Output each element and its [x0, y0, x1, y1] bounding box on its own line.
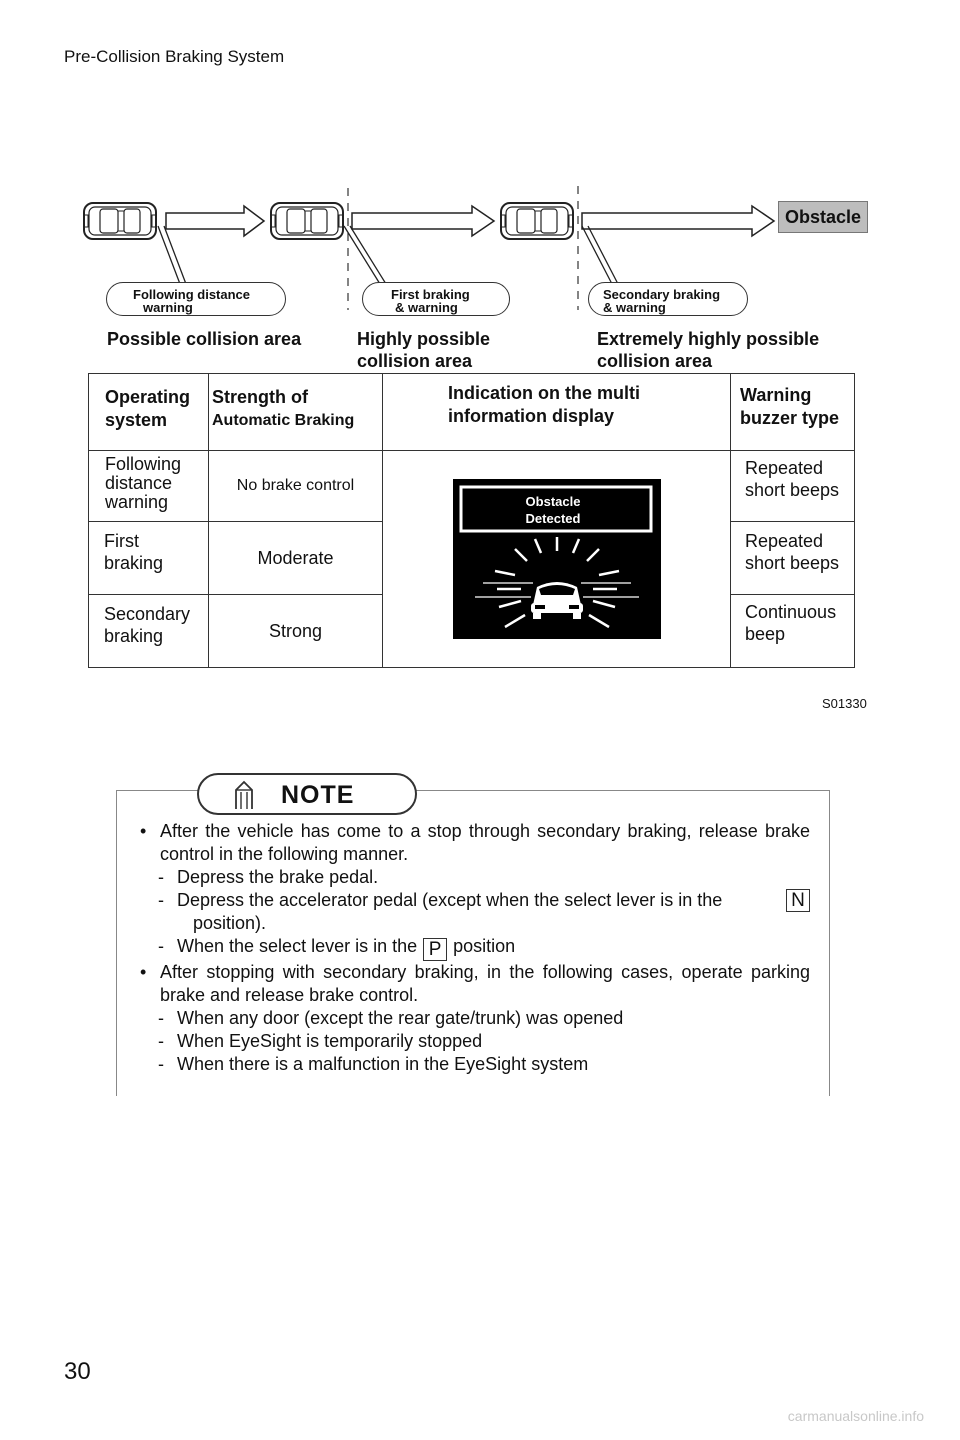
cell-system: First braking [89, 522, 209, 595]
note-subitem [140, 889, 810, 935]
collision-diagram [0, 0, 960, 380]
subitem-text: When the select lever is in the [177, 936, 418, 956]
dash-glyph: - [158, 1031, 164, 1051]
arrow-icon [166, 206, 774, 236]
note-subitem [140, 1030, 810, 1053]
cell-buzzer: Repeated short beeps [731, 451, 855, 522]
subitem-text: Depress the accelerator pedal (except when the select lever is in the [177, 890, 723, 910]
area-text: Extremely highly possible [597, 329, 820, 349]
bubble-text: Following distance [133, 287, 251, 302]
dash-glyph: - [158, 1008, 164, 1028]
bubble-text: & warning [395, 300, 458, 315]
multi-info-display-cell [383, 451, 731, 668]
area-text: collision area [597, 351, 713, 371]
header-indication: Indication on the multi information display [383, 374, 731, 451]
subitem-text: When any door (except the rear gate/trunk) was opened [177, 1008, 624, 1028]
header-buzzer: Warning buzzer type [731, 374, 855, 451]
cell-strength: Moderate [209, 522, 383, 595]
bubble-text: First braking [391, 287, 470, 302]
area-text: Highly possible [357, 329, 491, 349]
note-bullet [140, 820, 810, 866]
area-text: collision area [357, 351, 473, 371]
car-icon [271, 203, 343, 239]
key-n-icon: N [786, 889, 810, 912]
braking-table [88, 373, 855, 668]
bubble-text: warning [143, 300, 193, 315]
note-header [197, 773, 417, 815]
key-p-icon: P [423, 938, 447, 961]
cell-strength: No brake control [209, 451, 383, 522]
note-subitem [140, 1007, 810, 1030]
display-text-line1: Obstacle [525, 494, 580, 509]
subitem-text: position [453, 936, 516, 956]
subitem-text: When EyeSight is temporarily stopped [177, 1031, 483, 1051]
watermark: carmanualsonline.info [787, 1408, 924, 1424]
note-body [140, 820, 810, 1076]
secondary-braking-bubble [588, 282, 748, 316]
car-icon [84, 203, 156, 239]
dash-glyph: - [158, 890, 164, 910]
subitem-text: position). [193, 913, 267, 933]
note-pencil-icon [233, 780, 255, 810]
bullet-glyph: • [140, 962, 147, 982]
note-bullet [140, 961, 810, 1007]
figure-code: S01330 [822, 696, 867, 711]
note-title: NOTE [281, 781, 355, 809]
cell-buzzer: Repeated short beeps [731, 522, 855, 595]
diagram-graphics [0, 0, 960, 380]
obstacle-detected-display [453, 479, 661, 639]
bubble-text: & warning [603, 300, 666, 315]
subitem-text: Depress the brake pedal. [177, 867, 379, 887]
subitem-text: When there is a malfunction in the EyeSight system [177, 1054, 589, 1074]
cell-strength: Strong [209, 595, 383, 668]
car-icon [501, 203, 573, 239]
extremely-possible-area-label [597, 328, 857, 372]
note-subitem [140, 866, 810, 889]
possible-collision-area-label [107, 328, 301, 350]
table-row [89, 451, 855, 522]
header-strength: Strength of Automatic Braking [209, 374, 383, 451]
page-header: Pre-Collision Braking System [64, 47, 285, 66]
cell-system: Following distance warning [89, 451, 209, 522]
bullet-text: After the vehicle has come to a stop through secondary braking, release brake control in the following manner. [160, 821, 810, 864]
bullet-glyph: • [140, 821, 147, 841]
display-text-line2: Detected [525, 511, 580, 526]
following-distance-bubble [106, 282, 286, 316]
bubble-text: Secondary braking [603, 287, 721, 302]
dash-glyph: - [158, 936, 164, 956]
bullet-text: After stopping with secondary braking, in the following cases, operate parking brake and release brake control. [160, 962, 810, 1005]
dash-glyph: - [158, 1054, 164, 1074]
header-operating-system: Operating system [89, 374, 209, 451]
dash-glyph: - [158, 867, 164, 887]
note-subitem [140, 935, 810, 961]
first-braking-bubble [362, 282, 510, 316]
cell-buzzer: Continuous beep [731, 595, 855, 668]
note-subitem [140, 1053, 810, 1076]
highly-possible-area-label [357, 328, 557, 372]
table-header-row [89, 374, 855, 451]
cell-system: Secondary braking [89, 595, 209, 668]
page-number: 30 [64, 1358, 91, 1385]
area-text: Possible collision area [107, 329, 302, 349]
obstacle-label: Obstacle [778, 201, 868, 233]
